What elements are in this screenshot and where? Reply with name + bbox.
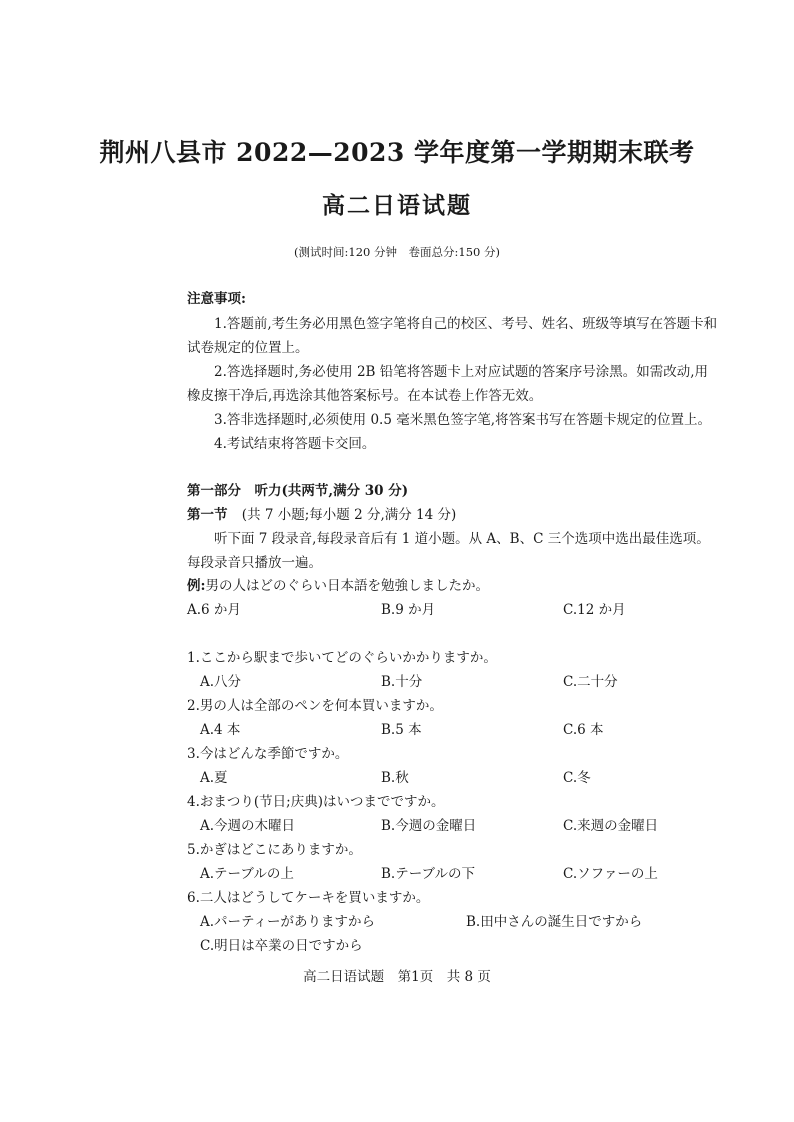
option: C.冬 — [563, 770, 591, 786]
notice-line: 3.答非选择题时,必须使用 0.5 毫米黑色签字笔,将答案书写在答题卡规定的位置上。 — [214, 412, 712, 428]
option: B.5 本 — [381, 722, 422, 738]
option: B.今週の金曜日 — [381, 818, 477, 834]
example-label: 例: — [187, 578, 206, 594]
option: B.十分 — [381, 674, 423, 690]
option: C.来週の金曜日 — [563, 818, 659, 834]
option: A.パーティーがありますから — [200, 914, 375, 930]
option: A.夏 — [200, 770, 228, 786]
question: 2.男の人は全部のペンを何本買いますか。 — [187, 698, 443, 714]
question: 4.おまつり(节日;庆典)はいつまでですか。 — [187, 794, 445, 810]
option: C.12 か月 — [563, 602, 626, 618]
notice-line: 橡皮擦干净后,再选涂其他答案标号。在本试卷上作答无效。 — [187, 388, 543, 404]
example-question — [187, 580, 489, 594]
exam-subtitle: 高二日语试题 — [322, 192, 472, 219]
question: 1.ここから駅まで歩いてどのぐらいかかりますか。 — [187, 650, 497, 666]
notice-line: 2.答选择题时,务必使用 2B 铅笔将答题卡上对应试题的答案序号涂黑。如需改动,用 — [214, 364, 709, 380]
option: A.6 か月 — [187, 602, 241, 618]
notice-line: 4.考试结束将答题卡交回。 — [214, 436, 376, 452]
option: B.秋 — [381, 770, 409, 786]
section-label: 第一节 — [187, 507, 228, 523]
question: 6.二人はどうしてケーキを買いますか。 — [187, 890, 430, 906]
instruction: 听下面 7 段录音,每段录音后有 1 道小题。从 A、B、C 三个选项中选出最佳选项。 — [214, 531, 710, 547]
notice-line: 试卷规定的位置上。 — [187, 340, 309, 356]
section-desc: (共 7 小题;每小题 2 分,满分 14 分) — [241, 507, 457, 523]
option: A.4 本 — [200, 722, 241, 738]
option: C.二十分 — [563, 674, 618, 690]
option: C.ソファーの上 — [563, 866, 658, 882]
option: B.9 か月 — [381, 602, 436, 618]
notice-heading: 注意事项: — [187, 291, 246, 307]
exam-meta: (测试时间:120 分钟 卷面总分:150 分) — [294, 245, 500, 259]
option: C.6 本 — [563, 722, 604, 738]
section-header — [187, 509, 456, 523]
part-title: 第一部分 听力(共两节,满分 30 分) — [187, 483, 409, 499]
option: A.今週の木曜日 — [200, 818, 296, 834]
page-footer: 高二日语试题 第1页 共 8 页 — [303, 969, 491, 985]
question: 5.かぎはどこにありますか。 — [187, 842, 362, 858]
option: B.田中さんの誕生日ですから — [466, 914, 643, 930]
exam-title: 荆州八县市 2022—2023 学年度第一学期期末联考 — [99, 138, 695, 167]
option: A.テーブルの上 — [200, 866, 294, 882]
option: A.八分 — [200, 674, 242, 690]
option: B.テーブルの下 — [381, 866, 475, 882]
example-text: 男の人はどのぐらい日本語を勉強しましたか。 — [205, 578, 489, 594]
instruction: 每段录音只播放一遍。 — [187, 555, 322, 571]
notice-line: 1.答题前,考生务必用黑色签字笔将自己的校区、考号、姓名、班级等填写在答题卡和 — [214, 316, 718, 332]
question: 3.今はどんな季節ですか。 — [187, 746, 349, 762]
option: C.明日は卒業の日ですから — [200, 938, 363, 954]
